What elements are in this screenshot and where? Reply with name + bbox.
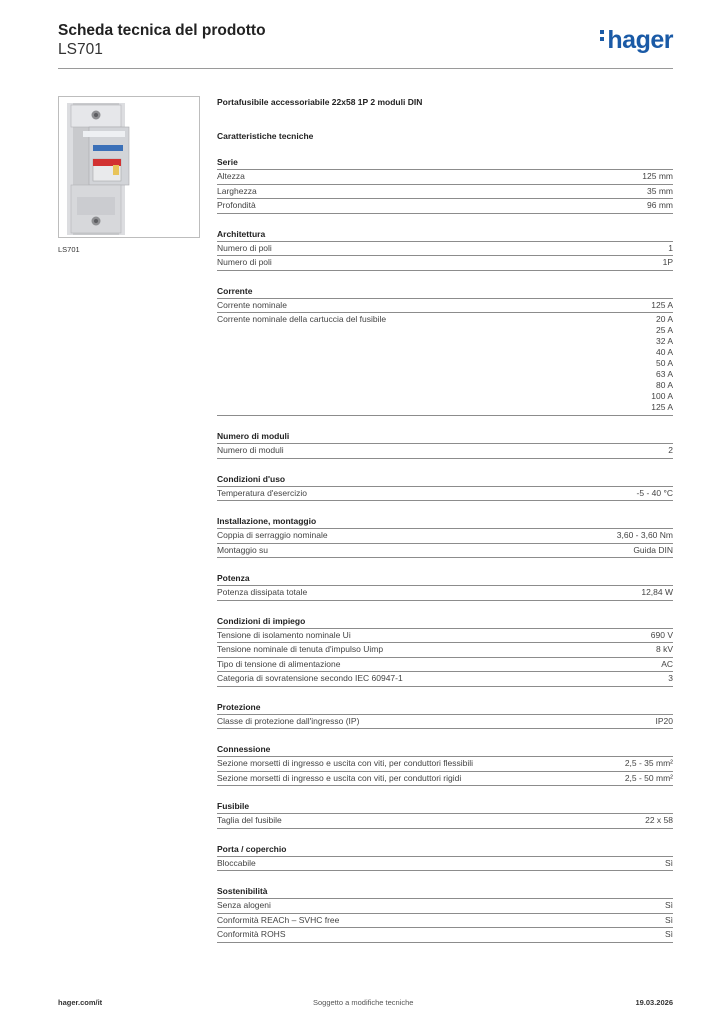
- spec-value: 32 A: [655, 336, 673, 346]
- spec-label: Sezione morsetti di ingresso e uscita con viti, per conduttori rigidi: [217, 772, 462, 783]
- spec-value: Guida DIN: [633, 544, 673, 555]
- section-porta-coperchio: [217, 843, 673, 872]
- section-connessione: [217, 743, 673, 786]
- spec-value: 1P: [662, 257, 673, 267]
- spec-value: 35 mm: [647, 185, 673, 196]
- spec-label: Larghezza: [217, 185, 257, 196]
- header-divider: [58, 68, 673, 69]
- section-title: Numero di moduli: [217, 430, 673, 444]
- section-sostenibilita: [217, 885, 673, 943]
- spec-label: Sezione morsetti di ingresso e uscita con viti, per conduttori flessibili: [217, 758, 474, 768]
- spec-value: 100 A: [651, 391, 673, 401]
- spec-value: 25 A: [655, 325, 673, 335]
- section-title: Potenza: [217, 572, 673, 586]
- page-header: [58, 22, 673, 68]
- spec-value: 96 mm: [647, 200, 673, 210]
- spec-label: Potenza dissipata totale: [217, 587, 308, 597]
- spec-value: 1: [668, 242, 673, 253]
- spec-label: Numero di poli: [217, 257, 272, 267]
- spec-row: [217, 814, 673, 829]
- spec-value: 12,84 W: [641, 587, 673, 597]
- section-fusibile: [217, 800, 673, 829]
- spec-value: 40 A: [655, 347, 673, 357]
- spec-value: IP20: [655, 715, 673, 726]
- spec-value: 3: [668, 673, 673, 683]
- section-title: Condizioni d'uso: [217, 473, 673, 487]
- spec-value: 2,5 - 50 mm²: [624, 772, 673, 783]
- spec-value: 22 x 58: [645, 815, 673, 825]
- logo-text: hager: [607, 26, 673, 54]
- spec-label: Classe di protezione dall'ingresso (IP): [217, 715, 360, 726]
- spec-row: [217, 299, 673, 314]
- section-protezione: [217, 701, 673, 730]
- spec-label: Altezza: [217, 171, 245, 181]
- spec-label: Senza alogeni: [217, 900, 271, 910]
- spec-value: Sì: [664, 914, 673, 925]
- footer-date: 19.03.2026: [635, 998, 673, 1007]
- spec-row: [217, 629, 673, 644]
- spec-label: Numero di poli: [217, 242, 272, 253]
- spec-row: [217, 643, 673, 658]
- section-title: Corrente: [217, 285, 673, 299]
- spec-row: [217, 928, 673, 943]
- spec-value: Sì: [664, 900, 673, 910]
- spec-row: [217, 757, 673, 772]
- footer-note: Soggetto a modifiche tecniche: [313, 998, 414, 1007]
- spec-row: [217, 199, 673, 214]
- spec-label: Tensione nominale di tenuta d'impulso Uimp: [217, 644, 384, 654]
- spec-row: [217, 658, 673, 673]
- section-architettura: [217, 228, 673, 271]
- spec-label: Coppia di serraggio nominale: [217, 530, 328, 540]
- product-caption: LS701: [58, 245, 80, 254]
- spec-value: 690 V: [650, 629, 673, 640]
- spec-values: [651, 313, 673, 415]
- spec-row: [217, 256, 673, 271]
- section-title: Architettura: [217, 228, 673, 242]
- product-code: LS701: [58, 41, 103, 58]
- section-serie: [217, 156, 673, 214]
- spec-row: [217, 529, 673, 544]
- spec-row: [217, 487, 673, 502]
- footer-website-link[interactable]: hager.com/it: [58, 998, 103, 1007]
- spec-value: Sì: [664, 857, 673, 868]
- spec-label: Temperatura d'esercizio: [217, 487, 307, 498]
- spec-row-multi: [217, 313, 673, 416]
- spec-label: Taglia del fusibile: [217, 815, 282, 825]
- spec-value: 2,5 - 35 mm²: [624, 758, 673, 768]
- spec-row: [217, 715, 673, 730]
- section-potenza: [217, 572, 673, 601]
- logo-dots-icon: [600, 27, 604, 44]
- spec-row: [217, 185, 673, 200]
- spec-row: [217, 857, 673, 872]
- section-title: Fusibile: [217, 800, 673, 814]
- product-description: Portafusibile accessoriabile 22x58 1P 2 moduli DIN: [217, 97, 423, 107]
- spec-value: 8 kV: [655, 644, 673, 654]
- spec-row: [217, 444, 673, 459]
- section-title: Connessione: [217, 743, 673, 757]
- spec-label: Profondità: [217, 200, 256, 210]
- spec-value: -5 - 40 °C: [636, 487, 673, 498]
- section-title: Protezione: [217, 701, 673, 715]
- tech-heading: Caratteristiche tecniche: [217, 131, 314, 141]
- section-title: Installazione, montaggio: [217, 515, 673, 529]
- fuse-holder-image: [59, 97, 199, 237]
- spec-label: Numero di moduli: [217, 445, 284, 455]
- spec-label: Corrente nominale della cartuccia del fusibile: [217, 314, 387, 324]
- spec-label: Corrente nominale: [217, 299, 287, 310]
- spec-label: Bloccabile: [217, 857, 256, 868]
- spec-label: Montaggio su: [217, 544, 269, 555]
- spec-content: [217, 96, 673, 943]
- product-image-frame: [58, 96, 200, 238]
- section-moduli: [217, 430, 673, 459]
- section-installazione: [217, 515, 673, 558]
- section-title: Sostenibilità: [217, 885, 673, 899]
- spec-label: Conformità ROHS: [217, 929, 286, 939]
- spec-label: Tipo di tensione di alimentazione: [217, 658, 341, 669]
- spec-label: Tensione di isolamento nominale Ui: [217, 629, 351, 640]
- spec-value: 63 A: [655, 369, 673, 379]
- spec-value: 50 A: [655, 358, 673, 368]
- spec-value: 125 A: [651, 299, 673, 310]
- spec-row: [217, 586, 673, 601]
- spec-row: [217, 544, 673, 559]
- spec-value: 2: [668, 445, 673, 455]
- spec-row: [217, 672, 673, 687]
- spec-row: [217, 914, 673, 929]
- spec-value: 80 A: [655, 380, 673, 390]
- spec-value: 125 A: [651, 402, 673, 412]
- section-title: Porta / coperchio: [217, 843, 673, 857]
- spec-row: [217, 772, 673, 787]
- page-title: Scheda tecnica del prodotto: [58, 22, 266, 39]
- spec-row: [217, 242, 673, 257]
- spec-value: AC: [661, 658, 673, 669]
- spec-value: 125 mm: [642, 171, 673, 181]
- hager-logo: [600, 26, 673, 54]
- spec-row: [217, 170, 673, 185]
- section-condizioni-impiego: [217, 615, 673, 687]
- section-corrente: [217, 285, 673, 417]
- spec-value: Sì: [664, 929, 673, 939]
- spec-row: [217, 899, 673, 914]
- spec-value: 20 A: [655, 314, 673, 324]
- spec-label: Categoria di sovratensione secondo IEC 60947-1: [217, 673, 403, 683]
- section-title: Serie: [217, 156, 673, 170]
- spec-label: Conformità REACh – SVHC free: [217, 914, 340, 925]
- section-title: Condizioni di impiego: [217, 615, 673, 629]
- section-condizioni-uso: [217, 473, 673, 502]
- spec-value: 3,60 - 3,60 Nm: [616, 530, 673, 540]
